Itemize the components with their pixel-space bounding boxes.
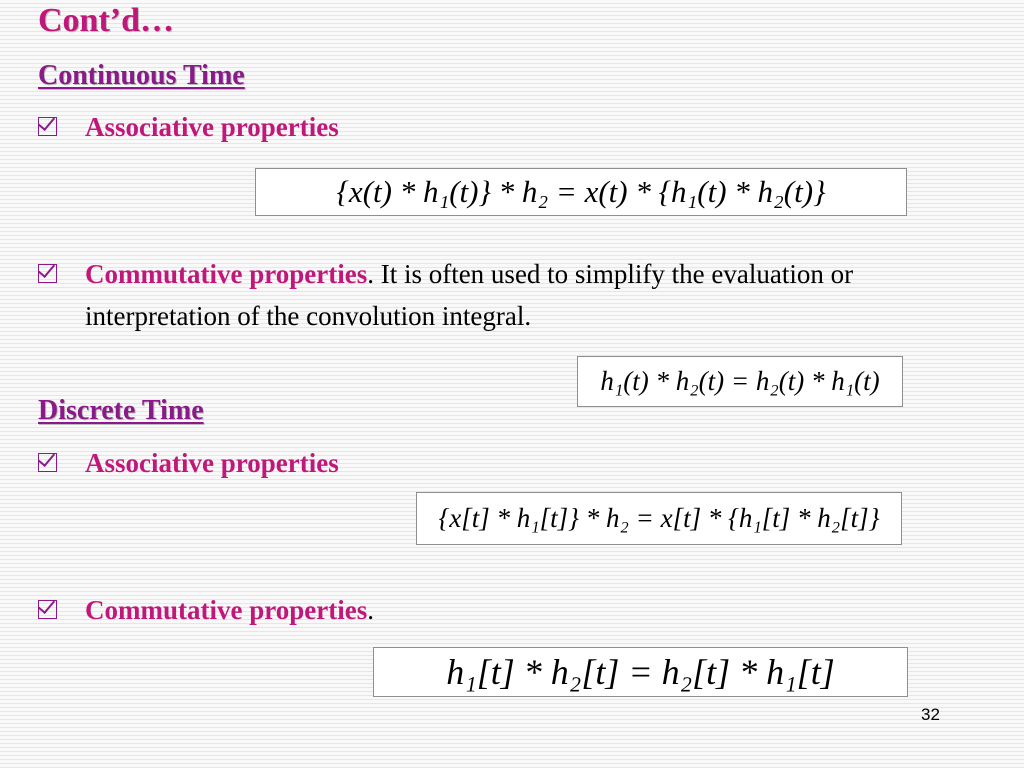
checkbox-checked-icon xyxy=(38,117,57,136)
equation-commutative-continuous: h₁(t) * h₂(t) = h₂(t) * h₁(t) xyxy=(577,356,903,407)
checkbox-checked-icon xyxy=(38,264,57,283)
slide-title: Cont’d… xyxy=(38,2,175,39)
bullet-text xyxy=(85,106,938,148)
equation-associative-discrete: {x[t] * h₁[t]} * h₂ = x[t] * {h₁[t] * h₂[t]} xyxy=(416,492,902,545)
equation-associative-continuous: {x(t) * h₁(t)} * h₂ = x(t) * {h₁(t) * h₂(t)} xyxy=(255,168,907,216)
term-label: Associative properties xyxy=(85,112,339,142)
bullet-text xyxy=(85,589,938,631)
term-label: Associative properties xyxy=(85,448,339,478)
bullet-description: . It is often used to simplify the evaluation or interpretation of the convolution integral. xyxy=(85,259,854,331)
checkbox-checked-icon xyxy=(38,453,57,472)
bullet-text xyxy=(85,253,938,337)
bullet-commutative-discrete xyxy=(38,589,938,631)
term-label: Commutative properties xyxy=(85,259,368,289)
bullet-commutative-continuous xyxy=(38,253,938,337)
bullet-associative-discrete xyxy=(38,442,938,484)
page-number: 32 xyxy=(921,705,940,724)
section-heading-continuous-time: Continuous Time xyxy=(38,60,245,91)
bullet-description: . xyxy=(367,595,374,625)
bullet-text xyxy=(85,442,938,484)
bullet-associative-continuous xyxy=(38,106,938,148)
term-label: Commutative properties xyxy=(85,595,368,625)
equation-commutative-discrete: h₁[t] * h₂[t] = h₂[t] * h₁[t] xyxy=(373,647,908,697)
section-heading-discrete-time: Discrete Time xyxy=(38,395,204,426)
checkbox-checked-icon xyxy=(38,600,57,619)
